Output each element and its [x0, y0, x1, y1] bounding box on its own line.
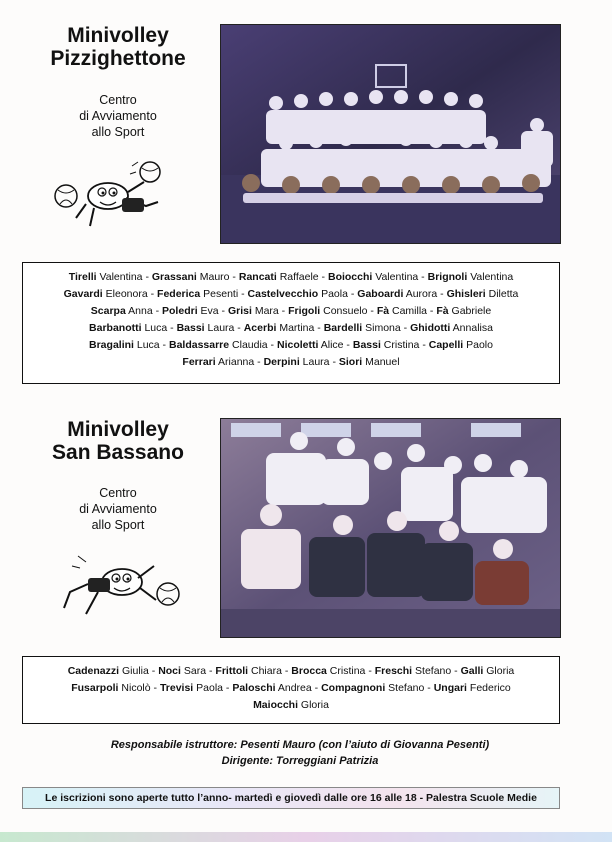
first-name: Andrea: [275, 682, 312, 694]
first-name: Gloria: [298, 699, 329, 711]
surname: Acerbi: [243, 322, 277, 334]
first-name: Paola: [193, 682, 223, 694]
first-name: Chiara: [248, 665, 282, 677]
first-name: Luca: [141, 322, 168, 334]
surname: Tirelli: [68, 271, 97, 283]
first-name: Martina: [276, 322, 315, 334]
first-name: Paolo: [463, 339, 493, 351]
team-photo-icon: [221, 25, 560, 243]
page-edge-decoration: [0, 832, 612, 842]
first-name: Consuelo: [320, 305, 368, 317]
credits: [40, 737, 560, 769]
name-separator: -: [206, 665, 216, 677]
first-name: Luca: [133, 339, 160, 351]
centro-line3: allo Sport: [91, 518, 145, 532]
section-1-centro: [38, 92, 198, 140]
first-name: Gabriele: [448, 305, 492, 317]
first-name: Raffaele: [276, 271, 319, 283]
surname: Nicoletti: [276, 339, 319, 351]
name-separator: -: [424, 682, 434, 694]
surname: Capelli: [428, 339, 464, 351]
surname: Siori: [338, 356, 363, 368]
name-separator: -: [367, 305, 377, 317]
section-1-title: [18, 24, 218, 70]
section-1-names-box: [22, 262, 560, 384]
mascot-volleyball-icon: [46, 158, 176, 243]
first-name: Giulia: [119, 665, 149, 677]
mascot-volleyball-icon: [58, 548, 188, 633]
first-name: Anna: [125, 305, 153, 317]
name-separator: -: [400, 322, 411, 334]
surname: Castelvecchio: [247, 288, 319, 300]
first-name: Simona: [362, 322, 401, 334]
first-name: Cristina: [380, 339, 420, 351]
names-line: [31, 697, 551, 714]
first-name: Manuel: [362, 356, 400, 368]
name-separator: -: [223, 682, 233, 694]
surname: Compagnoni: [321, 682, 386, 694]
first-name: Cristina: [326, 665, 366, 677]
section-2-team-photo: [220, 418, 561, 638]
first-name: Sara: [180, 665, 207, 677]
name-separator: -: [419, 339, 429, 351]
first-name: Eva: [197, 305, 219, 317]
surname: Galli: [460, 665, 484, 677]
first-name: Camilla: [389, 305, 428, 317]
names-line: [31, 680, 551, 697]
surname: Bragalini: [89, 339, 134, 351]
surname: Poledri: [162, 305, 198, 317]
surname: Brignoli: [427, 271, 468, 283]
surname: Cadenazzi: [67, 665, 120, 677]
surname: Grassani: [151, 271, 197, 283]
first-name: Paola: [318, 288, 348, 300]
surname: Fusarpoli: [71, 682, 119, 694]
team-photo-icon: [221, 419, 560, 637]
first-name: Mara: [251, 305, 279, 317]
first-name: Federico: [466, 682, 511, 694]
name-separator: -: [318, 271, 328, 283]
centro-line1: Centro: [99, 486, 137, 500]
first-name: Diletta: [485, 288, 519, 300]
name-separator: -: [427, 305, 437, 317]
name-separator: -: [147, 288, 158, 300]
name-separator: -: [238, 288, 248, 300]
first-name: Aurora: [403, 288, 438, 300]
name-separator: -: [418, 271, 428, 283]
first-name: Stefano: [385, 682, 425, 694]
centro-line2: di Avviamento: [79, 109, 157, 123]
name-separator: -: [281, 665, 292, 677]
credits-manager: Dirigente: Torreggiani Patrizia: [221, 755, 379, 767]
surname: Rancati: [238, 271, 277, 283]
credits-instructor: Responsabile istruttore: Pesenti Mauro (con l’aiuto di Giovanna Pesenti): [110, 739, 490, 751]
names-line: [31, 354, 551, 371]
section-1-title-line2: Pizzighettone: [50, 47, 186, 70]
surname: Bardelli: [323, 322, 363, 334]
surname: Derpini: [263, 356, 300, 368]
first-name: Stefano: [412, 665, 452, 677]
section-1-title-line1: Minivolley: [67, 24, 169, 47]
registration-banner: Le iscrizioni sono aperte tutto l’anno- martedì e giovedì dalle ore 16 alle 18 - Palestra Scuole Medie: [22, 787, 560, 809]
names-line: [31, 320, 551, 337]
name-separator: -: [167, 322, 177, 334]
centro-line2: di Avviamento: [79, 502, 157, 516]
names-line: [31, 303, 551, 320]
surname: Brocca: [291, 665, 327, 677]
surname: Ungari: [433, 682, 467, 694]
surname: Gaboardi: [357, 288, 404, 300]
surname: Fà: [436, 305, 449, 317]
name-separator: -: [343, 339, 353, 351]
first-name: Claudia: [229, 339, 268, 351]
section-2-names-box: [22, 656, 560, 724]
first-name: Annalisa: [450, 322, 493, 334]
names-line: [31, 269, 551, 286]
first-name: Valentina: [467, 271, 514, 283]
name-separator: -: [437, 288, 447, 300]
name-separator: -: [314, 322, 324, 334]
first-name: Gloria: [483, 665, 515, 677]
surname: Fà: [376, 305, 390, 317]
name-separator: -: [148, 665, 159, 677]
section-1-team-photo: [220, 24, 561, 244]
name-separator: -: [254, 356, 264, 368]
surname: Gavardi: [63, 288, 103, 300]
first-name: Valentina: [96, 271, 143, 283]
name-separator: -: [311, 682, 322, 694]
surname: Grisi: [227, 305, 252, 317]
surname: Federica: [157, 288, 201, 300]
centro-line3: allo Sport: [91, 125, 145, 139]
surname: Baldassarre: [168, 339, 230, 351]
first-name: Eleonora: [102, 288, 148, 300]
name-separator: -: [142, 271, 152, 283]
first-name: Alice: [318, 339, 344, 351]
name-separator: -: [451, 665, 461, 677]
first-name: Pesenti: [200, 288, 239, 300]
section-2-title-line1: Minivolley: [67, 418, 169, 441]
name-separator: -: [218, 305, 228, 317]
surname: Bassi: [352, 339, 381, 351]
name-separator: -: [150, 682, 160, 694]
name-separator: -: [365, 665, 375, 677]
name-separator: -: [159, 339, 169, 351]
surname: Ghisleri: [446, 288, 486, 300]
surname: Freschi: [374, 665, 413, 677]
section-2-centro: [38, 485, 198, 533]
surname: Barbanotti: [89, 322, 142, 334]
surname: Ghidotti: [410, 322, 451, 334]
first-name: Laura: [299, 356, 330, 368]
names-line: [31, 663, 551, 680]
name-separator: -: [267, 339, 277, 351]
surname: Ferrari: [182, 356, 216, 368]
surname: Maiocchi: [253, 699, 298, 711]
surname: Boiocchi: [327, 271, 373, 283]
surname: Trevisi: [159, 682, 194, 694]
name-separator: -: [152, 305, 163, 317]
first-name: Mauro: [196, 271, 230, 283]
first-name: Nicolò: [118, 682, 151, 694]
surname: Noci: [158, 665, 181, 677]
first-name: Arianna: [215, 356, 255, 368]
first-name: Laura: [204, 322, 235, 334]
name-separator: -: [278, 305, 289, 317]
name-separator: -: [229, 271, 239, 283]
name-separator: -: [234, 322, 244, 334]
surname: Frittoli: [215, 665, 249, 677]
centro-line1: Centro: [99, 93, 137, 107]
names-line: [31, 286, 551, 303]
names-line: [31, 337, 551, 354]
first-name: Valentina: [372, 271, 419, 283]
section-2-title: [18, 418, 218, 464]
surname: Frigoli: [288, 305, 321, 317]
name-separator: -: [347, 288, 358, 300]
section-2-title-line2: San Bassano: [52, 441, 184, 464]
surname: Bassi: [176, 322, 205, 334]
name-separator: -: [329, 356, 339, 368]
surname: Paloschi: [232, 682, 276, 694]
surname: Scarpa: [90, 305, 126, 317]
